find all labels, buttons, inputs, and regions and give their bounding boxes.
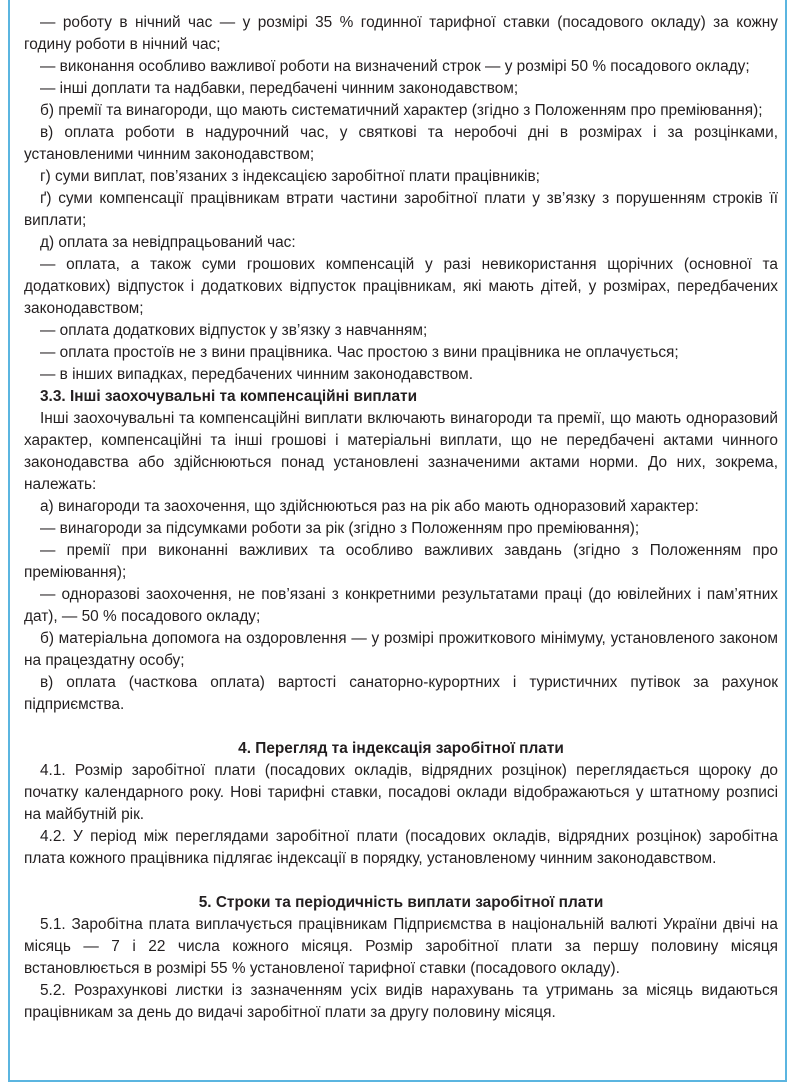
document-body (24, 12, 778, 1024)
paragraph-unworked-time: д) оплата за невідпрацьований час: (40, 234, 296, 251)
paragraph-4-1: 4.1. Розмір заробітної плати (посадових окладів, відрядних розцінок) переглядається щороку до початку календарного року. Нові тарифні ставки, посадові оклади відображаються у штатному розписі на майбутній рік. (24, 762, 778, 823)
paragraph-downtime: — оплата простоїв не з вини працівника. Час простою з вини працівника не оплачується; (40, 344, 679, 361)
paragraph-study-leave: — оплата додаткових відпусток у зв’язку з навчанням; (40, 322, 428, 339)
paragraph-one-time-rewards: — одноразові заохочення, не пов’язані з конкретними результатами праці (до ювілейних і пам’ятних дат), — 50 % посадового окладу; (24, 586, 778, 625)
paragraph-important-work: — виконання особливо важливої роботи на визначений строк — у розмірі 50 % посадового окладу; (40, 58, 750, 75)
paragraph-overtime: в) оплата роботи в надурочний час, у святкові та неробочі дні в розмірах і за розцінками, установленими чинним законодавством; (24, 124, 778, 163)
paragraph-annual-rewards: а) винагороди та заохочення, що здійснюються раз на рік або мають одноразовий характер: (40, 498, 699, 515)
section-heading-5: 5. Строки та періодичність виплати заробітної плати (198, 894, 604, 911)
paragraph-other-allowances: — інші доплати та надбавки, передбачені чинним законодавством; (40, 80, 519, 97)
paragraph-night-work: — роботу в нічний час — у розмірі 35 % годинної тарифної ставки (посадового окладу) за кожну годину роботи в нічний час; (24, 14, 778, 53)
paragraph-other-cases: — в інших випадках, передбачених чинним законодавством. (40, 366, 474, 383)
paragraph-vouchers: в) оплата (часткова оплата) вартості санаторно-курортних і туристичних путівок за рахунок підприємства. (24, 674, 778, 713)
paragraph-bonuses: б) премії та винагороди, що мають систематичний характер (згідно з Положенням про преміювання); (40, 102, 763, 119)
paragraph-health-aid: б) матеріальна допомога на оздоровлення — у розмірі прожиткового мінімуму, установленого законом на працездатну особу; (24, 630, 778, 669)
paragraph-year-results: — винагороди за підсумками роботи за рік (згідно з Положенням про преміювання); (40, 520, 640, 537)
paragraph-other-payments: Інші заохочувальні та компенсаційні виплати включають винагороди та премії, що мають одноразовий характер, компенсаційні та інші грошові і матеріальні виплати, що не передбачені актами чинного законодавства або здійснюються понад установлені зазначеними актами норми. До них, зокрема, належать: (24, 410, 778, 493)
paragraph-4-2: 4.2. У період між переглядами заробітної плати (посадових окладів, відрядних розцінок) заробітна плата кожного працівника підлягає індексації в порядку, установленому чинним законодавством. (24, 828, 778, 867)
paragraph-important-tasks: — премії при виконанні важливих та особливо важливих завдань (згідно з Положенням про преміювання); (24, 542, 778, 581)
paragraph-vacation-compensation: — оплата, а також суми грошових компенсацій у разі невикористання щорічних (основної та додаткових) відпусток і додаткових відпусток працівникам, які мають дітей, у розмірах, передбачених законодавством; (24, 256, 778, 317)
paragraph-indexation-sums: г) суми виплат, пов’язаних з індексацією заробітної плати працівників; (40, 168, 540, 185)
paragraph-5-1: 5.1. Заробітна плата виплачується працівникам Підприємства в національній валюті України двічі на місяць — 7 і 22 числа кожного місяця. Розмір заробітної плати за першу половину місяця встановлюється в розмірі 55 % установленої тарифної ставки (посадового окладу). (24, 916, 778, 977)
paragraph-compensation: ґ) суми компенсації працівникам втрати частини заробітної плати у зв’язку з порушенням строків її виплати; (24, 190, 778, 229)
section-heading-3-3: 3.3. Інші заохочувальні та компенсаційні виплати (40, 388, 418, 405)
paragraph-5-2: 5.2. Розрахункові листки із зазначенням усіх видів нарахувань та утримань за місяць видаються працівникам за день до видачі заробітної плати за другу половину місяця. (24, 982, 778, 1021)
section-heading-4: 4. Перегляд та індексація заробітної плати (238, 740, 564, 757)
